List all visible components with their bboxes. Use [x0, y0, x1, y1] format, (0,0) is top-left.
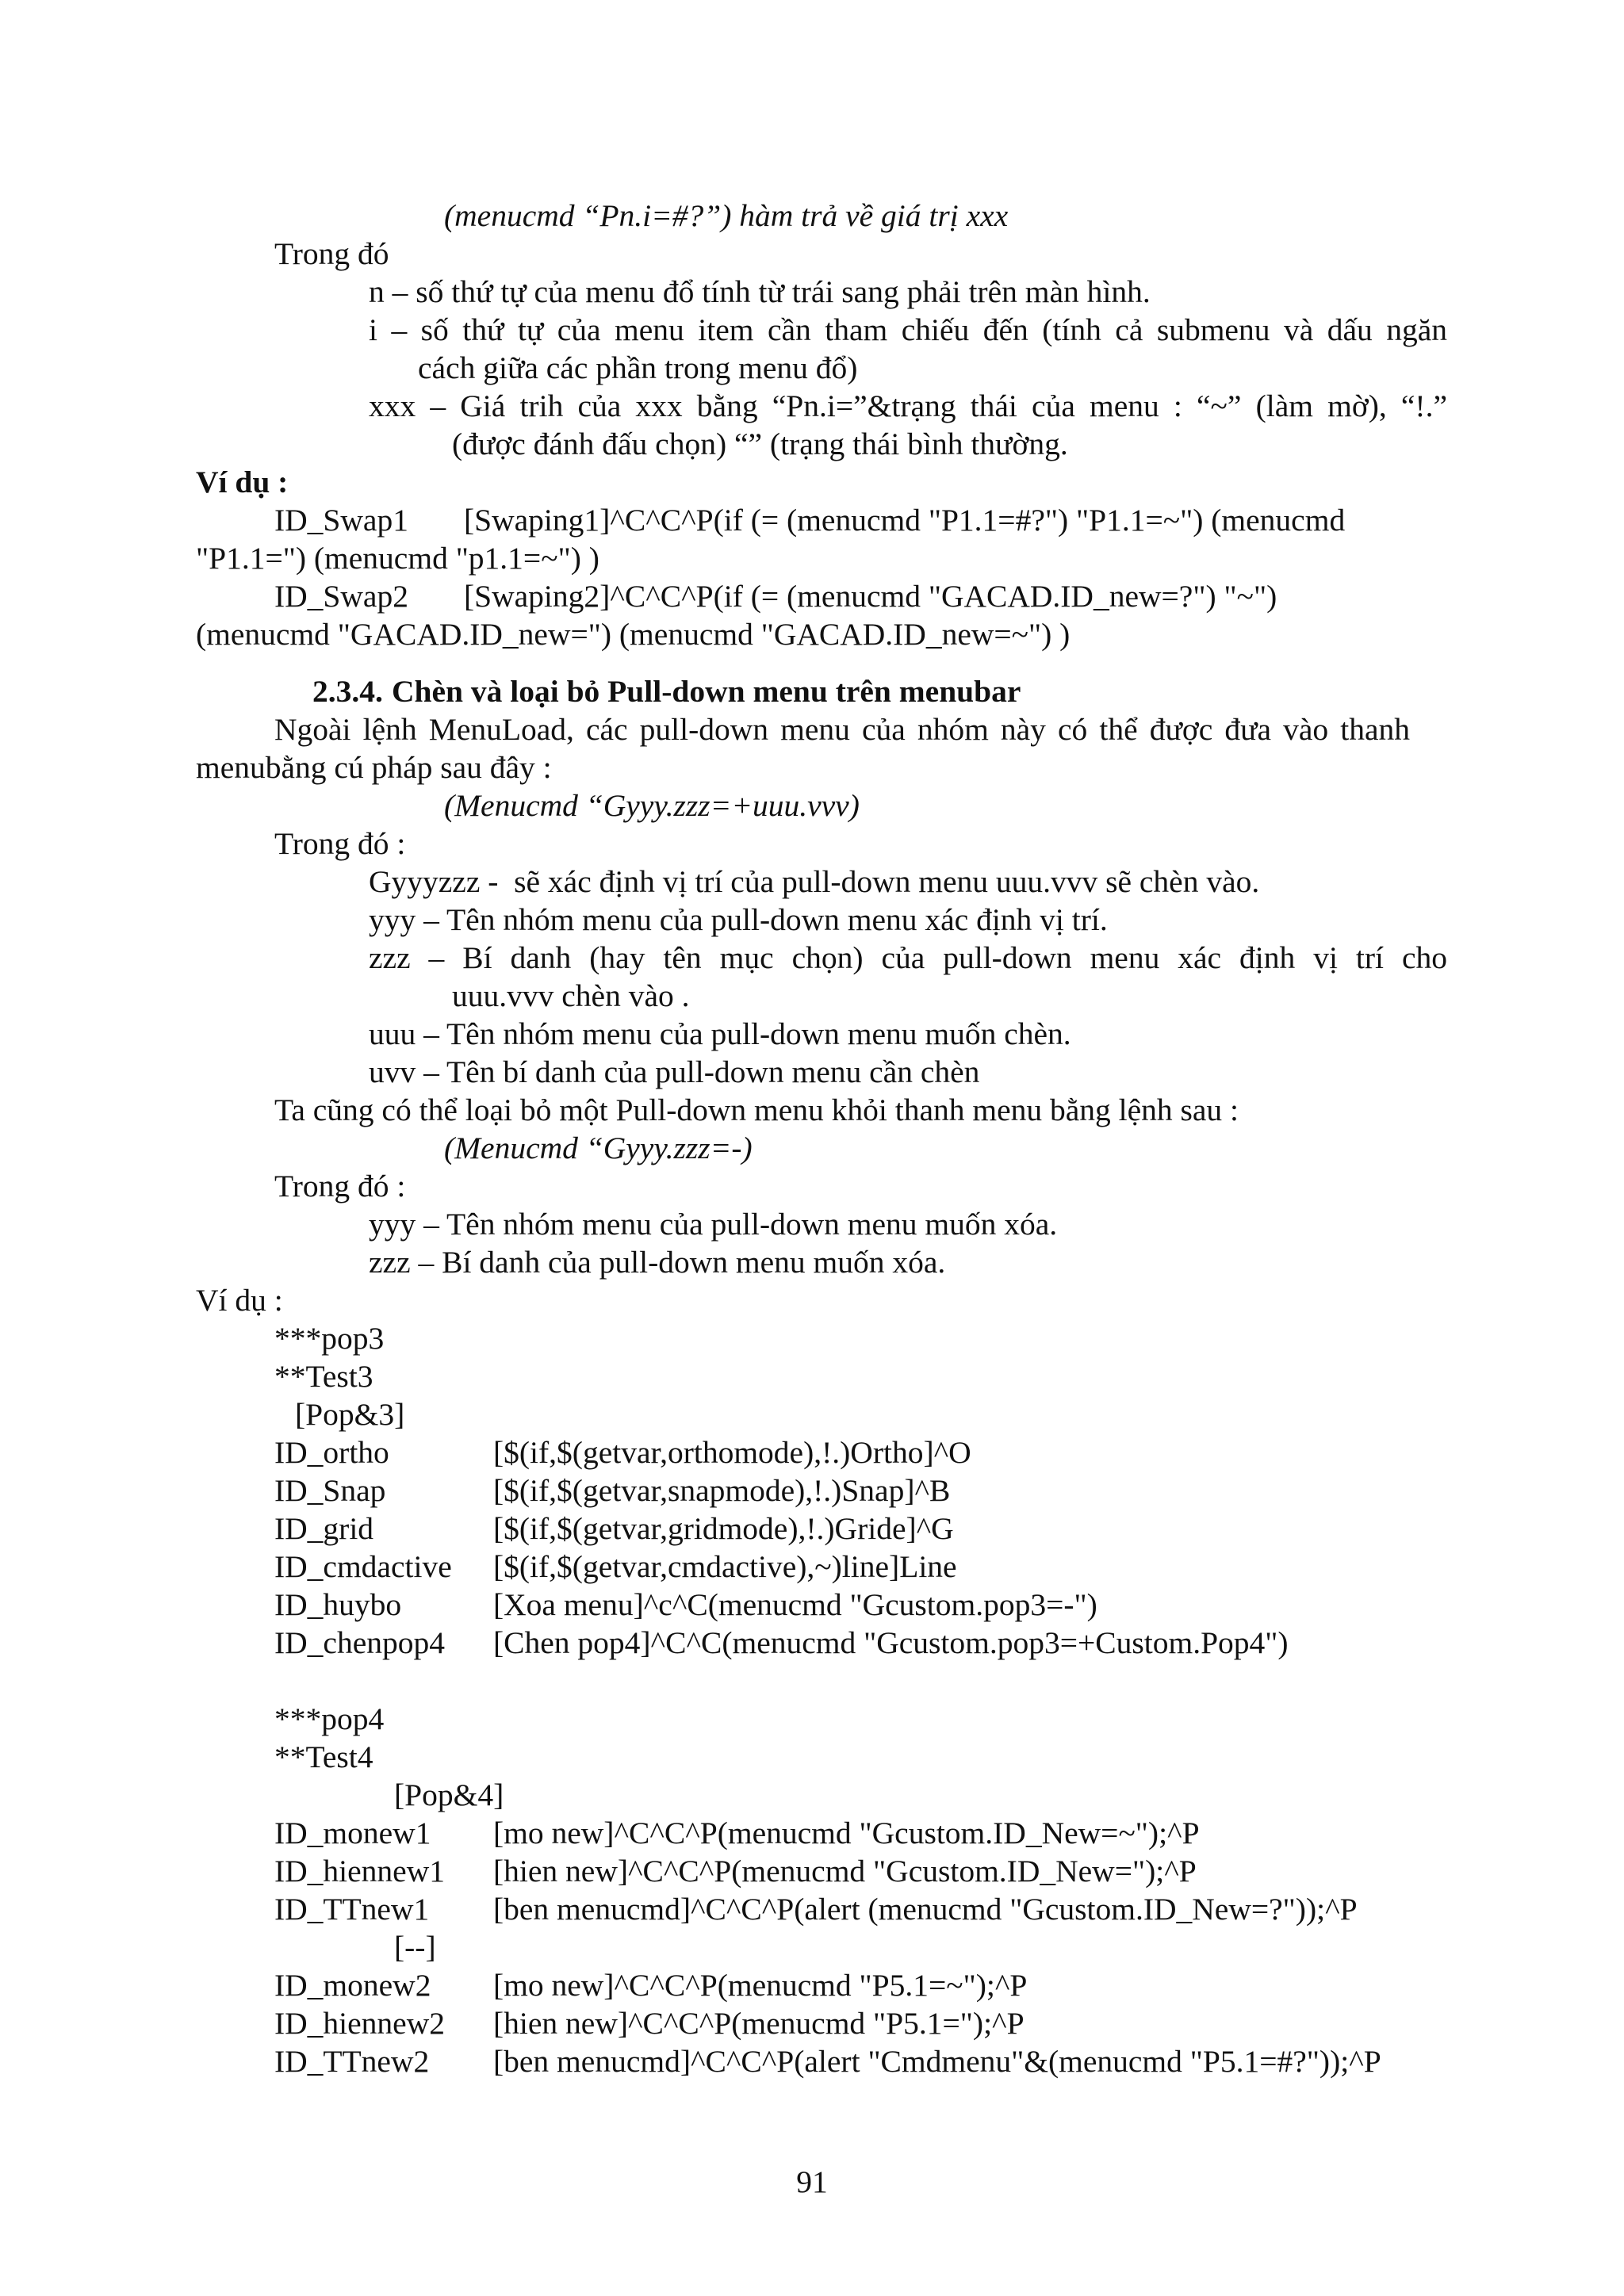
pop3-label: [Pop&3] — [295, 1397, 405, 1432]
menu-separator: [--] — [394, 1930, 436, 1965]
menu-item-id: ID_hiennew1 — [274, 1854, 445, 1888]
section-intro-line2: menubằng cú pháp sau đây : — [196, 750, 552, 785]
yyy-definition: yyy – Tên nhóm menu của pull-down menu xác định vị trí. — [369, 902, 1108, 937]
insert-syntax: (Menucmd “Gyyy.zzz=+uuu.vvv) — [444, 788, 860, 823]
section-title: Chèn và loại bỏ Pull-down menu trên menubar — [392, 674, 1021, 709]
section-intro-line1: Ngoài lệnh MenuLoad, các pull-down menu của nhóm này có thể được đưa vào thanh — [274, 712, 1410, 747]
menu-item-command: [Chen pop4]^C^C(menucmd "Gcustom.pop3=+Custom.Pop4") — [493, 1625, 1289, 1660]
pop3-name: **Test3 — [274, 1359, 373, 1394]
menu-item-command: [ben menucmd]^C^C^P(alert "Cmdmenu"&(menucmd "P5.1=#?"));^P — [493, 2044, 1381, 2079]
n-definition: n – số thứ tự của menu đổ tính từ trái sang phải trên màn hình. — [369, 274, 1151, 309]
i-definition-line1: i – số thứ tự của menu item cần tham chiếu đến (tính cả submenu và dấu ngăn — [369, 312, 1447, 347]
menu-item-id: ID_huybo — [274, 1587, 402, 1622]
zzz-definition-line2: uuu.vvv chèn vào . — [452, 978, 690, 1013]
pop4-label: [Pop&4] — [394, 1777, 504, 1812]
swap1-command: [Swaping1]^C^C^P(if (= (menucmd "P1.1=#?") "P1.1=~") (menucmd — [464, 503, 1346, 538]
menu-item-id: ID_Snap — [274, 1473, 386, 1508]
swap1-command-continued: "P1.1=") (menucmd "p1.1=~") ) — [196, 541, 599, 576]
pop3-header: ***pop3 — [274, 1321, 385, 1356]
menu-item-id: ID_chenpop4 — [274, 1625, 445, 1660]
pop4-header: ***pop4 — [274, 1701, 385, 1736]
swap2-id: ID_Swap2 — [274, 579, 408, 614]
swap2-command-continued: (menucmd "GACAD.ID_new=") (menucmd "GACAD.ID_new=~") ) — [196, 617, 1071, 652]
example2-heading: Ví dụ : — [196, 1283, 283, 1318]
uuu-definition: uuu – Tên nhóm menu của pull-down menu muốn chèn. — [369, 1016, 1071, 1051]
menu-item-command: [Xoa menu]^c^C(menucmd "Gcustom.pop3=-") — [493, 1587, 1097, 1622]
xxx-definition-line2: (được đánh đấu chọn) “” (trạng thái bình thường. — [452, 427, 1068, 461]
uvv-definition: uvv – Tên bí danh của pull-down menu cần chèn — [369, 1054, 980, 1089]
swap1-id: ID_Swap1 — [274, 503, 408, 538]
menu-item-command: [hien new]^C^C^P(menucmd "P5.1=");^P — [493, 2006, 1025, 2041]
pop4-name: **Test4 — [274, 1739, 373, 1774]
menu-item-command: [ben menucmd]^C^C^P(alert (menucmd "Gcustom.ID_New=?"));^P — [493, 1892, 1358, 1927]
menu-item-id: ID_grid — [274, 1511, 374, 1546]
menu-item-command: [$(if,$(getvar,gridmode),!.)Gride]^G — [493, 1511, 954, 1546]
swap2-command: [Swaping2]^C^C^P(if (= (menucmd "GACAD.ID_new=?") "~") — [464, 579, 1277, 614]
menu-item-id: ID_monew1 — [274, 1816, 431, 1850]
page-number: 91 — [796, 2164, 828, 2199]
menu-item-command: [$(if,$(getvar,cmdactive),~)line]Line — [493, 1549, 957, 1584]
menu-item-id: ID_TTnew1 — [274, 1892, 430, 1927]
menu-item-command: [hien new]^C^C^P(menucmd "Gcustom.ID_New=");^P — [493, 1854, 1197, 1888]
menu-item-command: [mo new]^C^C^P(menucmd "Gcustom.ID_New=~");^P — [493, 1816, 1200, 1850]
menu-item-id: ID_monew2 — [274, 1968, 431, 2003]
yyy-delete-definition: yyy – Tên nhóm menu của pull-down menu muốn xóa. — [369, 1207, 1058, 1242]
menu-item-id: ID_hiennew2 — [274, 2006, 445, 2041]
menucmd-syntax: (menucmd “Pn.i=#?”) hàm trả về giá trị xxx — [444, 198, 1009, 233]
remove-intro: Ta cũng có thể loại bỏ một Pull-down menu khỏi thanh menu bằng lệnh sau : — [274, 1093, 1239, 1127]
menu-item-command: [$(if,$(getvar,snapmode),!.)Snap]^B — [493, 1473, 951, 1508]
menu-item-id: ID_TTnew2 — [274, 2044, 430, 2079]
zzz-definition-line1: zzz – Bí danh (hay tên mục chọn) của pull-down menu xác định vị trí cho — [369, 940, 1447, 975]
zzz-delete-definition: zzz – Bí danh của pull-down menu muốn xóa. — [369, 1245, 946, 1280]
where-label: Trong đó — [274, 236, 389, 271]
where-label-3: Trong đó : — [274, 1169, 406, 1203]
where-label-2: Trong đó : — [274, 826, 406, 861]
menu-item-command: [$(if,$(getvar,orthomode),!.)Ortho]^O — [493, 1435, 971, 1470]
section-number: 2.3.4. — [312, 674, 383, 709]
menu-item-id: ID_cmdactive — [274, 1549, 452, 1584]
xxx-definition-line1: xxx – Giá trih của xxx bằng “Pn.i=”&trạng thái của menu : “~” (làm mờ), “!.” — [369, 388, 1447, 423]
example-heading: Ví dụ : — [196, 465, 289, 499]
i-definition-line2: cách giữa các phần trong menu đổ) — [418, 350, 858, 385]
menu-item-id: ID_ortho — [274, 1435, 389, 1470]
menu-item-command: [mo new]^C^C^P(menucmd "P5.1=~");^P — [493, 1968, 1028, 2003]
remove-syntax: (Menucmd “Gyyy.zzz=-) — [444, 1131, 753, 1165]
g-definition: Gyyyzzz - sẽ xác định vị trí của pull-down menu uuu.vvv sẽ chèn vào. — [369, 864, 1260, 899]
